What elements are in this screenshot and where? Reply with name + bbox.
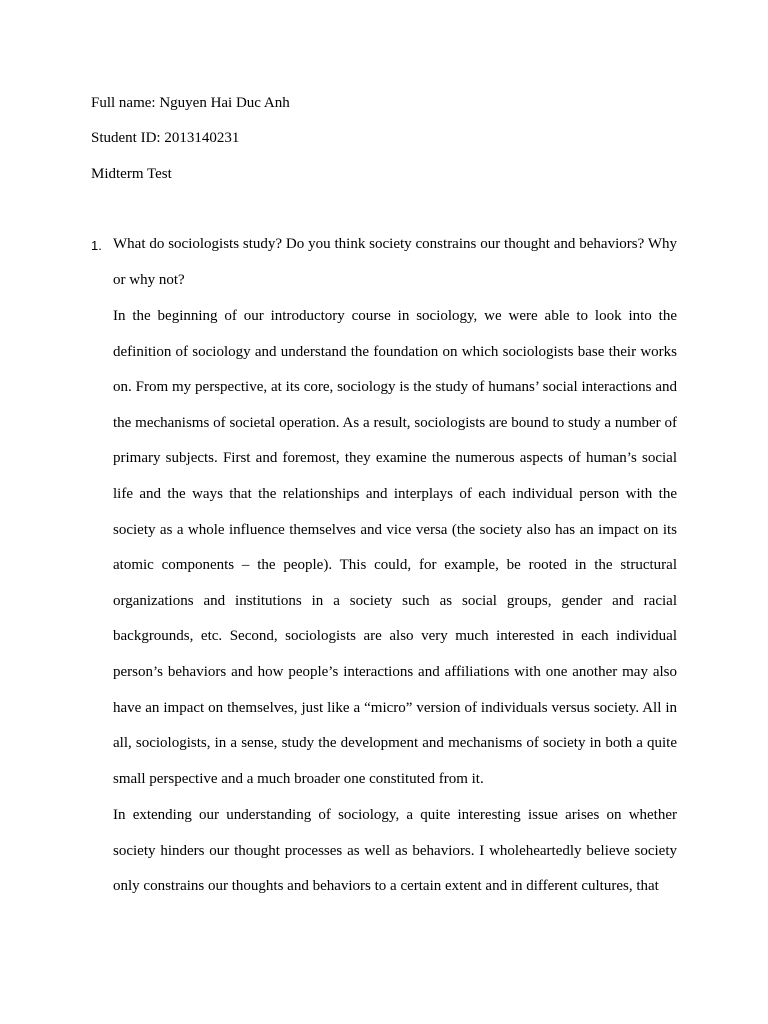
test-title-line: Midterm Test bbox=[91, 166, 172, 182]
student-id-line: Student ID: 2013140231 bbox=[91, 130, 240, 146]
paragraph-text: In extending our understanding of sociology, a quite interesting issue arises on whether society hinders our thought processes as well as behaviors. I wholeheartedly believe society only constrains our thoughts and behaviors to a certain extent and in different cultures, that bbox=[113, 807, 677, 895]
paragraph-text: In the beginning of our introductory course in sociology, we were able to look into the definition of sociology and understand the foundation on which sociologists base their works on. From my perspective, at its core, sociology is the study of humans’ social interactions and the mechanisms of societal operation. As a result, sociologists are bound to study a number of primary subjects. First and foremost, they examine the numerous aspects of human’s social life and the ways that the relationships and interplays of each individual person with the society as a whole influence themselves and vice versa (the society also has an impact on its atomic components – the people). This could, for example, be rooted in the structural organizations and institutions in a society such as social groups, gender and racial backgrounds, etc. Second, sociologists are also very much interested in each individual person’s behaviors and how people’s interactions and affiliations with one another may also have an impact on themselves, just like a “micro” version of individuals versus society. All in all, sociologists, in a sense, study the development and mechanisms of society in both a quite small perspective and a much broader one constituted from it. bbox=[113, 308, 677, 787]
answer-paragraph-1 bbox=[113, 299, 677, 797]
question-text: What do sociologists study? Do you think society constrains our thought and behaviors? Why or why not? bbox=[113, 236, 677, 288]
full-name-line: Full name: Nguyen Hai Duc Anh bbox=[91, 95, 290, 111]
answer-paragraph-2 bbox=[113, 798, 677, 908]
question-number: 1. bbox=[91, 238, 102, 253]
